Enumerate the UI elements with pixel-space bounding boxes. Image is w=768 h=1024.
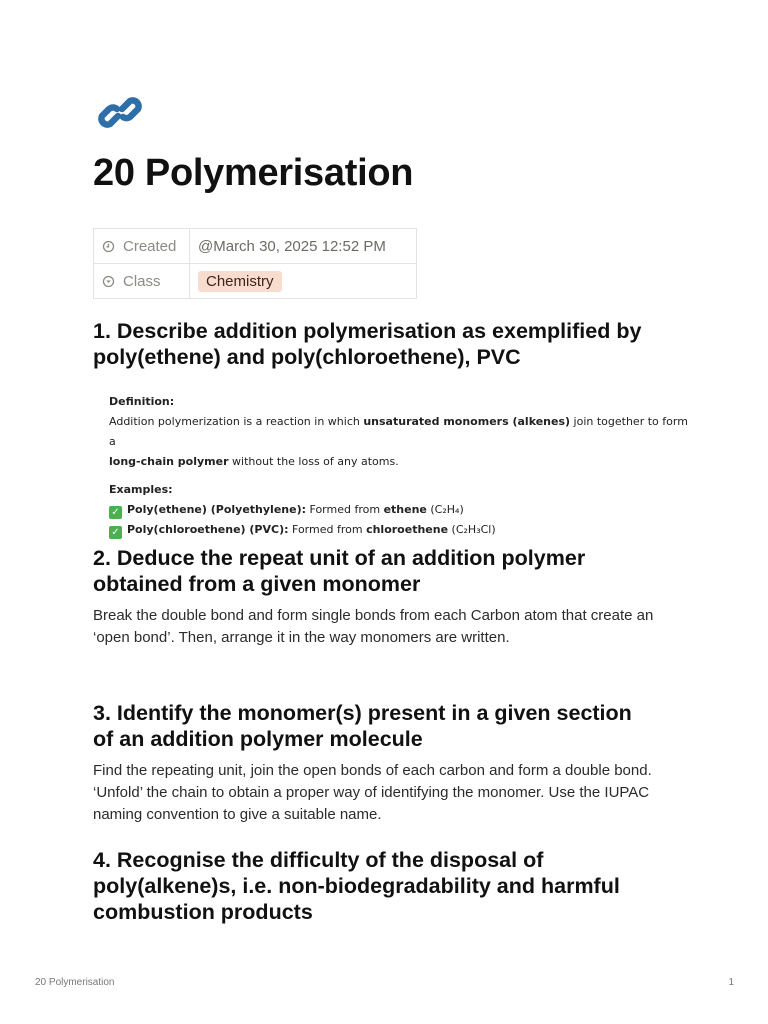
definition-label: Definition: — [109, 395, 175, 408]
section-heading-1: 1. Describe addition polymerisation as exemplified by poly(ethene) and poly(chloroethene), PVC — [93, 319, 642, 369]
property-value-created[interactable]: @March 30, 2025 12:52 PM — [190, 229, 417, 264]
section-heading-2: 2. Deduce the repeat unit of an addition polymer obtained from a given monomer — [93, 546, 586, 596]
property-row-created — [94, 229, 417, 264]
section-body-3: Find the repeating unit, join the open bonds of each carbon and form a double bond. ‘Unfold’ the chain to obtain a proper way of identifying the monomer. Use the IUPAC naming convention to give a suitable name. — [93, 762, 652, 823]
link-icon — [97, 92, 145, 136]
definition-text: Addition polymerization is a reaction in which unsaturated monomers (alkenes) join together to form a long-chain polymer without the loss of any atoms. — [109, 415, 688, 468]
property-label-created: Created — [123, 237, 177, 255]
class-tag[interactable]: Chemistry — [198, 271, 282, 292]
property-label-class: Class — [123, 272, 161, 290]
definition-image — [109, 392, 689, 540]
section-heading-4: 4. Recognise the difficulty of the disposal of poly(alkene)s, i.e. non-biodegradability and harmful combustion products — [93, 848, 620, 924]
footer-title: 20 Polymerisation — [35, 977, 115, 988]
select-icon — [102, 275, 115, 288]
example-item: ✓ Poly(chloroethene) (PVC): Formed from chloroethene (C₂H₃Cl) — [109, 520, 689, 540]
check-icon: ✓ — [109, 526, 122, 539]
property-row-class — [94, 264, 417, 299]
check-icon: ✓ — [109, 506, 122, 519]
page-title: 20 Polymerisation — [93, 152, 414, 194]
example-item: ✓ Poly(ethene) (Polyethylene): Formed from ethene (C₂H₄) — [109, 500, 689, 520]
page-number: 1 — [728, 977, 734, 988]
section-body-2: Break the double bond and form single bonds from each Carbon atom that create an ‘open bond’. Then, arrange it in the way monomers are written. — [93, 607, 654, 646]
examples-label: Examples: — [109, 483, 173, 496]
clock-icon — [102, 240, 115, 253]
section-heading-3: 3. Identify the monomer(s) present in a given section of an addition polymer molecule — [93, 701, 632, 751]
properties-table — [93, 228, 417, 299]
